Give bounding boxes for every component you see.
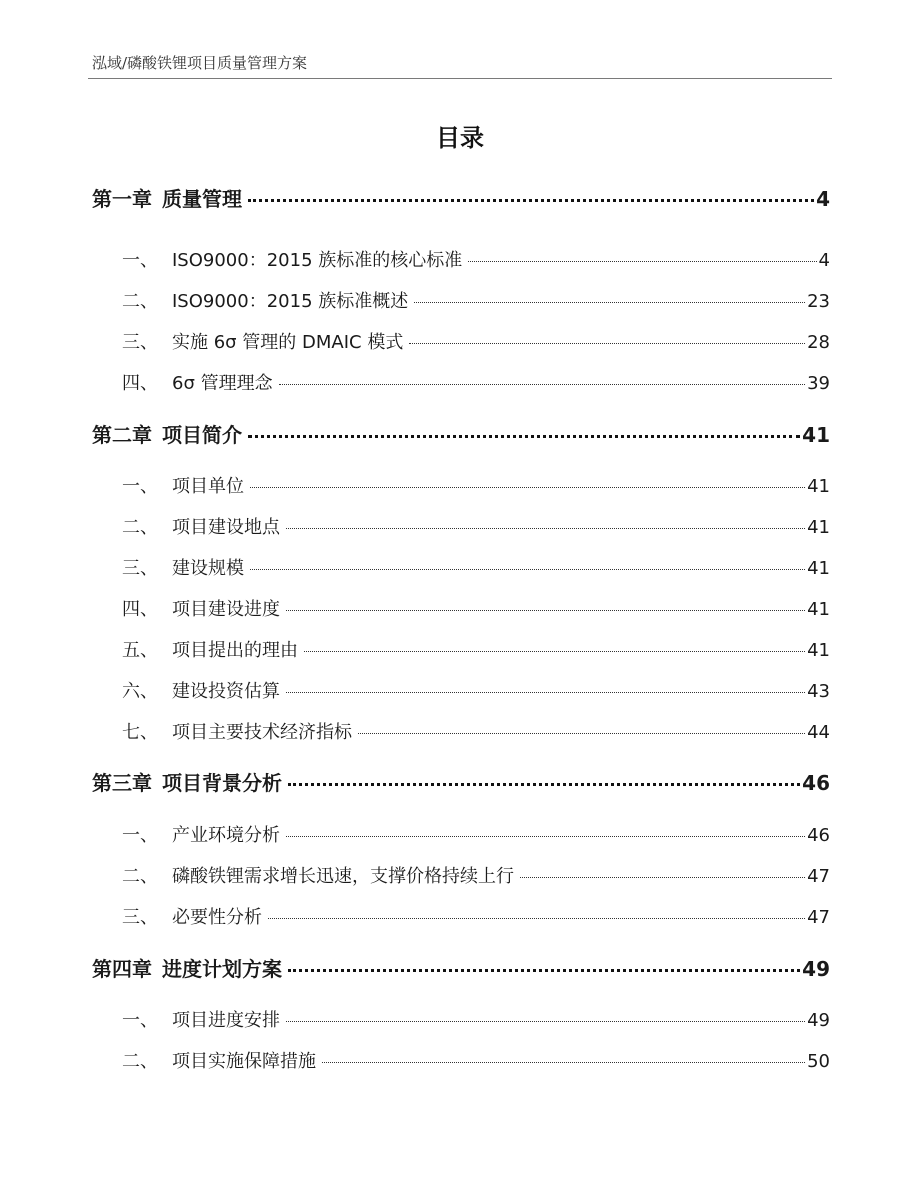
toc-entry-page: 46 bbox=[807, 825, 830, 846]
toc-entry-page: 50 bbox=[807, 1051, 830, 1072]
dot-leader bbox=[288, 783, 800, 786]
toc-entry-number: 一、 bbox=[122, 250, 158, 271]
toc-chapter-4[interactable] bbox=[92, 953, 830, 982]
toc-entry-label: 项目建设地点 bbox=[172, 517, 280, 538]
toc-entry-page: 39 bbox=[807, 373, 830, 394]
toc-entry-number: 三、 bbox=[122, 558, 158, 579]
toc-entry-number: 二、 bbox=[122, 517, 158, 538]
toc-entry-label: 项目进度安排 bbox=[172, 1010, 280, 1031]
toc-section-3-1[interactable] bbox=[122, 821, 830, 847]
header-divider bbox=[88, 78, 832, 79]
toc-entry-number: 一、 bbox=[122, 1010, 158, 1031]
toc-entry-page: 4 bbox=[818, 250, 830, 271]
toc-entry-number: 三、 bbox=[122, 332, 158, 353]
dot-leader bbox=[248, 199, 814, 202]
toc-section-1-4[interactable] bbox=[122, 369, 830, 395]
toc-entry-page: 49 bbox=[802, 957, 830, 981]
toc-section-2-6[interactable] bbox=[122, 677, 830, 703]
toc-entry-page: 23 bbox=[807, 291, 830, 312]
toc-entry-label: 实施 6σ 管理的 DMAIC 模式 bbox=[172, 332, 404, 353]
toc-entry-label: 项目建设进度 bbox=[172, 599, 280, 620]
dot-leader bbox=[288, 969, 800, 972]
toc-entry-page: 46 bbox=[802, 771, 830, 795]
toc-entry-number: 五、 bbox=[122, 640, 158, 661]
toc-entry-label: 必要性分析 bbox=[172, 907, 262, 928]
toc-entry-page: 49 bbox=[807, 1010, 830, 1031]
toc-entry-number: 三、 bbox=[122, 907, 158, 928]
dot-leader bbox=[358, 733, 805, 734]
toc-entry-number: 二、 bbox=[122, 1051, 158, 1072]
toc-entry-number: 第二章 bbox=[92, 423, 152, 447]
toc-entry-number: 一、 bbox=[122, 476, 158, 497]
toc-entry-page: 44 bbox=[807, 722, 830, 743]
toc-section-2-3[interactable] bbox=[122, 554, 830, 580]
toc-entry-page: 4 bbox=[816, 187, 830, 211]
toc-section-3-3[interactable] bbox=[122, 903, 830, 929]
dot-leader bbox=[286, 528, 805, 529]
toc-entry-label: ISO9000：2015 族标准的核心标准 bbox=[172, 250, 463, 271]
toc-section-2-7[interactable] bbox=[122, 718, 830, 744]
toc-entry-label: 项目背景分析 bbox=[162, 771, 282, 795]
toc-entry-label: 项目实施保障措施 bbox=[172, 1051, 316, 1072]
dot-leader bbox=[520, 877, 805, 878]
toc-entry-number: 第三章 bbox=[92, 771, 152, 795]
toc-entry-page: 41 bbox=[807, 558, 830, 579]
toc-entry-label: 项目提出的理由 bbox=[172, 640, 298, 661]
toc-entry-page: 41 bbox=[807, 599, 830, 620]
dot-leader bbox=[286, 610, 805, 611]
toc-entry-label: 进度计划方案 bbox=[162, 957, 282, 981]
toc-chapter-3[interactable] bbox=[92, 767, 830, 796]
dot-leader bbox=[286, 1021, 805, 1022]
toc-chapter-1[interactable] bbox=[92, 183, 830, 212]
toc-section-1-3[interactable] bbox=[122, 328, 830, 354]
toc-section-1-2[interactable] bbox=[122, 287, 830, 313]
dot-leader bbox=[409, 343, 805, 344]
toc-entry-number: 一、 bbox=[122, 825, 158, 846]
toc-entry-number: 七、 bbox=[122, 722, 158, 743]
toc-entry-page: 41 bbox=[802, 423, 830, 447]
toc-entry-page: 47 bbox=[807, 866, 830, 887]
toc-entry-label: ISO9000：2015 族标准概述 bbox=[172, 291, 409, 312]
toc-section-4-2[interactable] bbox=[122, 1047, 830, 1073]
toc-entry-page: 41 bbox=[807, 517, 830, 538]
toc-entry-label: 建设投资估算 bbox=[172, 681, 280, 702]
toc-entry-label: 质量管理 bbox=[162, 187, 242, 211]
toc-chapter-2[interactable] bbox=[92, 419, 830, 448]
dot-leader bbox=[268, 918, 805, 919]
dot-leader bbox=[286, 692, 805, 693]
toc-entry-page: 47 bbox=[807, 907, 830, 928]
toc-section-2-1[interactable] bbox=[122, 472, 830, 498]
toc-entry-number: 六、 bbox=[122, 681, 158, 702]
running-header: 泓域/磷酸铁锂项目质量管理方案 bbox=[92, 54, 308, 72]
toc-entry-label: 建设规模 bbox=[172, 558, 244, 579]
toc-entry-label: 产业环境分析 bbox=[172, 825, 280, 846]
toc-title: 目录 bbox=[436, 124, 484, 152]
dot-leader bbox=[248, 435, 800, 438]
toc-entry-label: 磷酸铁锂需求增长迅速，支撑价格持续上行 bbox=[172, 866, 514, 887]
dot-leader bbox=[322, 1062, 805, 1063]
toc-entry-number: 四、 bbox=[122, 599, 158, 620]
toc-entry-page: 41 bbox=[807, 640, 830, 661]
toc-section-3-2[interactable] bbox=[122, 862, 830, 888]
toc-entry-label: 项目简介 bbox=[162, 423, 242, 447]
toc-section-2-2[interactable] bbox=[122, 513, 830, 539]
toc-entry-page: 28 bbox=[807, 332, 830, 353]
dot-leader bbox=[250, 569, 805, 570]
dot-leader bbox=[468, 261, 816, 262]
toc-entry-number: 第四章 bbox=[92, 957, 152, 981]
toc-entry-label: 项目单位 bbox=[172, 476, 244, 497]
toc-section-2-5[interactable] bbox=[122, 636, 830, 662]
dot-leader bbox=[250, 487, 805, 488]
toc-section-1-1[interactable] bbox=[122, 246, 830, 272]
toc-entry-page: 41 bbox=[807, 476, 830, 497]
dot-leader bbox=[304, 651, 805, 652]
toc-entry-label: 项目主要技术经济指标 bbox=[172, 722, 352, 743]
toc-entry-label: 6σ 管理理念 bbox=[172, 373, 273, 394]
toc-entry-number: 二、 bbox=[122, 291, 158, 312]
dot-leader bbox=[286, 836, 805, 837]
toc-section-4-1[interactable] bbox=[122, 1006, 830, 1032]
toc-section-2-4[interactable] bbox=[122, 595, 830, 621]
toc-entry-page: 43 bbox=[807, 681, 830, 702]
toc-entry-number: 二、 bbox=[122, 866, 158, 887]
dot-leader bbox=[414, 302, 805, 303]
toc-entry-number: 四、 bbox=[122, 373, 158, 394]
toc-entry-number: 第一章 bbox=[92, 187, 152, 211]
dot-leader bbox=[279, 384, 806, 385]
